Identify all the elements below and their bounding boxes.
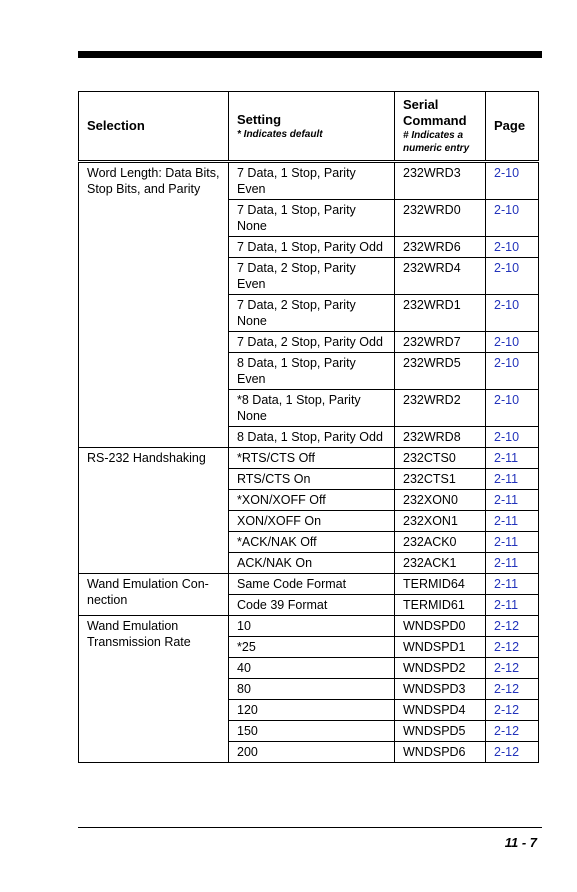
table-header-row [79, 92, 539, 162]
header-setting-note: * Indicates default [237, 128, 323, 140]
serial-command-cell: 232ACK1 [395, 553, 486, 574]
setting-cell: 7 Data, 2 Stop, Parity Even [229, 258, 395, 295]
serial-command-cell: 232WRD6 [395, 237, 486, 258]
page-link[interactable]: 2-11 [486, 574, 539, 595]
page-link[interactable]: 2-11 [486, 595, 539, 616]
header-rule [78, 51, 542, 58]
serial-command-cell: 232WRD7 [395, 332, 486, 353]
serial-command-cell: WNDSPD4 [395, 700, 486, 721]
serial-command-cell: WNDSPD0 [395, 616, 486, 637]
serial-command-cell: 232CTS1 [395, 469, 486, 490]
page-link[interactable]: 2-11 [486, 511, 539, 532]
table-row [79, 448, 539, 469]
setting-cell: 200 [229, 742, 395, 763]
serial-command-cell: WNDSPD3 [395, 679, 486, 700]
setting-cell: *RTS/CTS Off [229, 448, 395, 469]
serial-command-cell: 232WRD4 [395, 258, 486, 295]
table-row [79, 162, 539, 200]
serial-command-cell: 232WRD2 [395, 390, 486, 427]
page-link[interactable]: 2-10 [486, 427, 539, 448]
header-serial-command: Serial Command # Indicates a numeric entry [395, 92, 486, 162]
setting-cell: Same Code Format [229, 574, 395, 595]
setting-cell: 8 Data, 1 Stop, Parity Odd [229, 427, 395, 448]
serial-command-cell: 232XON1 [395, 511, 486, 532]
serial-command-cell: TERMID64 [395, 574, 486, 595]
page-link[interactable]: 2-12 [486, 700, 539, 721]
setting-cell: *XON/XOFF Off [229, 490, 395, 511]
header-serial-command-note: # Indicates a numeric entry [403, 130, 470, 154]
page-link[interactable]: 2-11 [486, 553, 539, 574]
setting-cell: 7 Data, 2 Stop, Parity None [229, 295, 395, 332]
table-row [79, 616, 539, 637]
setting-cell: 7 Data, 1 Stop, Parity Even [229, 162, 395, 200]
header-setting: Setting * Indicates default [229, 92, 395, 162]
selection-cell: Wand Emulation Transmission Rate [79, 616, 229, 763]
page-link[interactable]: 2-11 [486, 490, 539, 511]
table-body [79, 162, 539, 763]
page-link[interactable]: 2-11 [486, 448, 539, 469]
setting-cell: 120 [229, 700, 395, 721]
setting-cell: *ACK/NAK Off [229, 532, 395, 553]
header-page: Page [486, 92, 539, 162]
setting-cell: *25 [229, 637, 395, 658]
serial-command-cell: 232WRD1 [395, 295, 486, 332]
page-link[interactable]: 2-10 [486, 353, 539, 390]
selection-cell: Wand Emulation Con-nection [79, 574, 229, 616]
serial-command-cell: WNDSPD6 [395, 742, 486, 763]
page-link[interactable]: 2-12 [486, 679, 539, 700]
page-link[interactable]: 2-10 [486, 332, 539, 353]
page-link[interactable]: 2-11 [486, 469, 539, 490]
page-link[interactable]: 2-10 [486, 162, 539, 200]
serial-command-cell: 232WRD8 [395, 427, 486, 448]
page-link[interactable]: 2-12 [486, 742, 539, 763]
setting-cell: 7 Data, 1 Stop, Parity None [229, 200, 395, 237]
setting-cell: *8 Data, 1 Stop, Parity None [229, 390, 395, 427]
setting-cell: 40 [229, 658, 395, 679]
selection-cell: RS-232 Handshaking [79, 448, 229, 574]
page-link[interactable]: 2-12 [486, 658, 539, 679]
header-selection: Selection [79, 92, 229, 162]
page-link[interactable]: 2-10 [486, 390, 539, 427]
setting-cell: Code 39 Format [229, 595, 395, 616]
serial-command-cell: WNDSPD1 [395, 637, 486, 658]
setting-cell: 7 Data, 1 Stop, Parity Odd [229, 237, 395, 258]
setting-cell: 80 [229, 679, 395, 700]
page-link[interactable]: 2-10 [486, 295, 539, 332]
table-row [79, 574, 539, 595]
serial-command-cell: WNDSPD5 [395, 721, 486, 742]
setting-cell: 10 [229, 616, 395, 637]
serial-command-cell: 232WRD0 [395, 200, 486, 237]
setting-cell: ACK/NAK On [229, 553, 395, 574]
setting-cell: RTS/CTS On [229, 469, 395, 490]
serial-command-cell: 232WRD5 [395, 353, 486, 390]
serial-command-cell: 232ACK0 [395, 532, 486, 553]
page-link[interactable]: 2-11 [486, 532, 539, 553]
serial-command-cell: 232XON0 [395, 490, 486, 511]
page-link[interactable]: 2-12 [486, 721, 539, 742]
page-link[interactable]: 2-12 [486, 616, 539, 637]
serial-command-table [78, 91, 539, 763]
serial-command-cell: 232CTS0 [395, 448, 486, 469]
setting-cell: 150 [229, 721, 395, 742]
page-link[interactable]: 2-10 [486, 200, 539, 237]
page-link[interactable]: 2-10 [486, 237, 539, 258]
serial-command-cell: WNDSPD2 [395, 658, 486, 679]
serial-command-cell: TERMID61 [395, 595, 486, 616]
serial-command-cell: 232WRD3 [395, 162, 486, 200]
page-link[interactable]: 2-10 [486, 258, 539, 295]
footer-rule [78, 827, 542, 828]
page-link[interactable]: 2-12 [486, 637, 539, 658]
selection-cell: Word Length: Data Bits, Stop Bits, and Parity [79, 162, 229, 448]
setting-cell: XON/XOFF On [229, 511, 395, 532]
page-number: 11 - 7 [504, 835, 537, 850]
setting-cell: 8 Data, 1 Stop, Parity Even [229, 353, 395, 390]
setting-cell: 7 Data, 2 Stop, Parity Odd [229, 332, 395, 353]
